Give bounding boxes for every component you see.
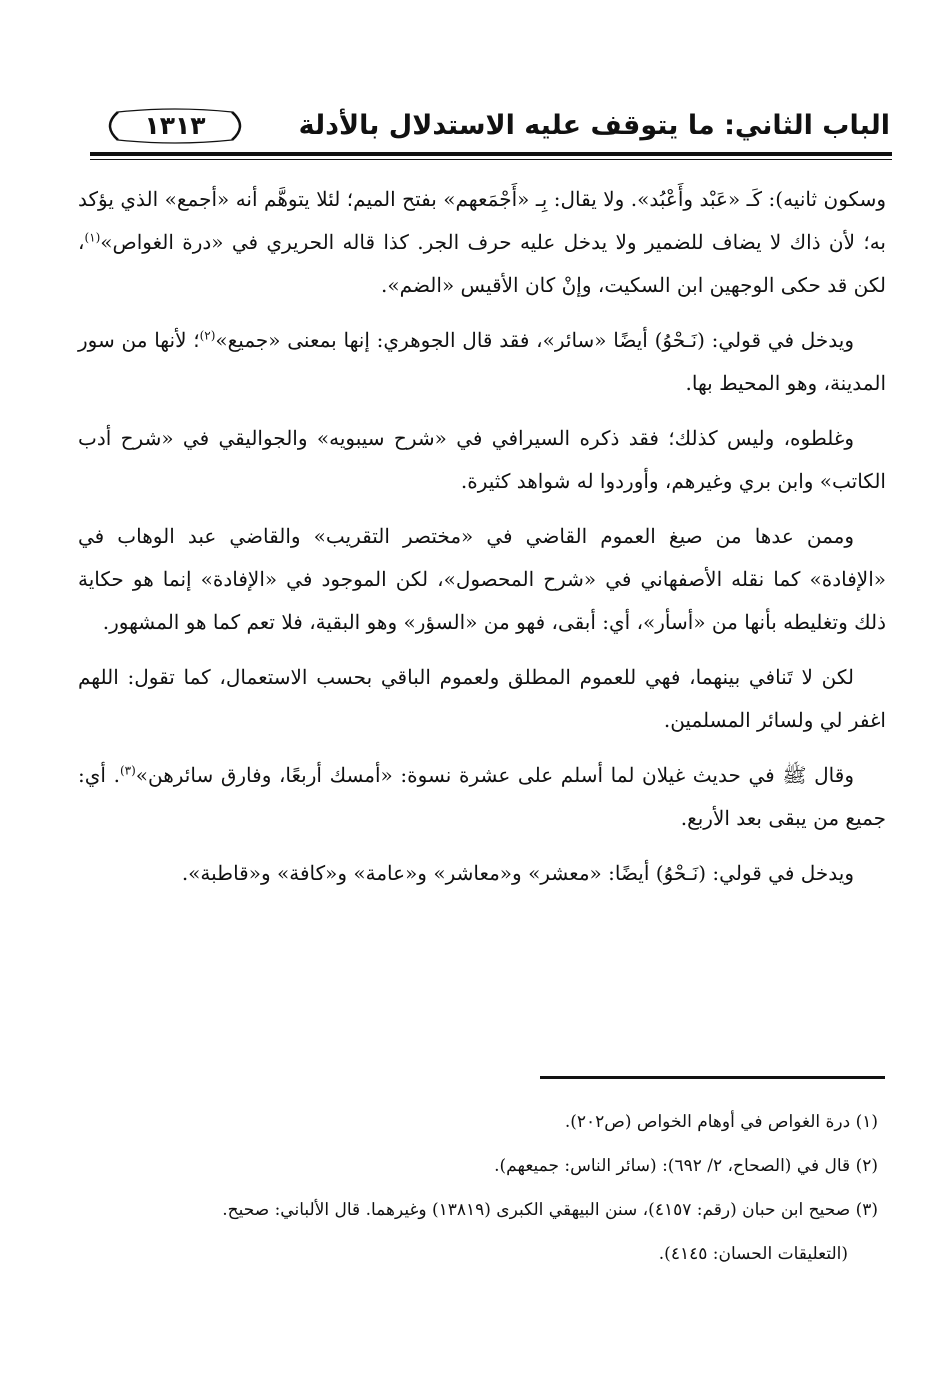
paragraph-1-end: ، لكن قد حكى الوجهين ابن السكيت، وإنْ كان الأقيس «الضم». bbox=[78, 230, 886, 297]
header-rule-thin bbox=[90, 159, 892, 160]
footnote-separator bbox=[540, 1076, 885, 1079]
paragraph-6-end: . أي: جميع من يبقى بعد الأربع. bbox=[78, 763, 886, 830]
header-rule bbox=[90, 152, 892, 156]
paragraph-1 bbox=[78, 178, 886, 307]
footnote-ref-3: (٣) bbox=[119, 763, 136, 778]
paragraph-4: وممن عدها من صيغ العموم القاضي في «مختصر التقريب» والقاضي عبد الوهاب في «الإفادة» كما نقله الأصفهاني في «شرح المحصول»، لكن الموجود في «الإفادة» إنما هو حكاية ذلك وتغليطه بأنها من «أسأر»، أي: أبقى، فهو من «السؤر» وهو البقية، فلا تعم كما هو المشهور. bbox=[78, 524, 886, 634]
footnotes bbox=[70, 1100, 878, 1276]
running-header bbox=[88, 104, 890, 148]
footnote-ref-1: (١) bbox=[84, 230, 101, 245]
page-number-badge bbox=[100, 108, 250, 144]
page-number: ١٣١٣ bbox=[144, 111, 206, 140]
footnote-ref-2: (٢) bbox=[199, 328, 216, 343]
footnote-3: (٣) صحيح ابن حبان (رقم: ٤١٥٧)، سنن البيهقي الكبرى (١٣٨١٩) وغيرهما. قال الألباني: صحيح. bbox=[222, 1200, 878, 1220]
paragraph-6 bbox=[78, 754, 886, 840]
paragraph-5: لكن لا تَنافي بينهما، فهي للعموم المطلق ولعموم الباقي بحسب الاستعمال، كما تقول: اللهم اغفر لي ولسائر المسلمين. bbox=[78, 665, 886, 732]
chapter-title: الباب الثاني: ما يتوقف عليه الاستدلال بالأدلة bbox=[298, 110, 890, 141]
footnote-1: (١) درة الغواص في أوهام الخواص (ص٢٠٢). bbox=[564, 1112, 878, 1132]
paragraph-7: ويدخل في قولي: (نَـحْوُ) أيضًا: «معشر» و«معاشر» و«عامة» و«كافة» و«قاطبة». bbox=[181, 861, 854, 885]
paragraph-2-text: ويدخل في قولي: (نَـحْوُ) أيضًا «سائر»، فقد قال الجوهري: إنها بمعنى «جميع» bbox=[215, 328, 854, 352]
paragraph-3: وغلطوه، وليس كذلك؛ فقد ذكره السيرافي في «شرح سيبويه» والجواليقي في «شرح أدب الكاتب» وابن بري وغيرهم، وأوردوا له شواهد كثيرة. bbox=[78, 426, 886, 493]
main-text bbox=[78, 178, 886, 907]
paragraph-2 bbox=[78, 319, 886, 405]
paragraph-2-end: ؛ لأنها من سور المدينة، وهو المحيط بها. bbox=[78, 328, 886, 395]
paragraph-1-text: وسكون ثانيه): كَـ «عَبْد وأَعْبُد». ولا يقال: بِـ «أَجْمَعهم» بفتح الميم؛ لئلا يتوهَّم أنه «أجمع» الذي يؤكد به؛ لأن ذاك لا يضاف للضمير ولا يدخل عليه حرف الجر. كذا قاله الحريري في «درة الغواص» bbox=[78, 187, 886, 254]
footnote-2: (٢) قال في (الصحاح، ٢/ ٦٩٢): (سائر الناس: جميعهم). bbox=[494, 1156, 878, 1176]
paragraph-6-text: وقال ﷺ في حديث غيلان لما أسلم على عشرة نسوة: «أمسك أربعًا، وفارق سائرهن» bbox=[135, 763, 854, 787]
footnote-3-continuation: (التعليقات الحسان: ٤١٤٥). bbox=[658, 1244, 848, 1264]
